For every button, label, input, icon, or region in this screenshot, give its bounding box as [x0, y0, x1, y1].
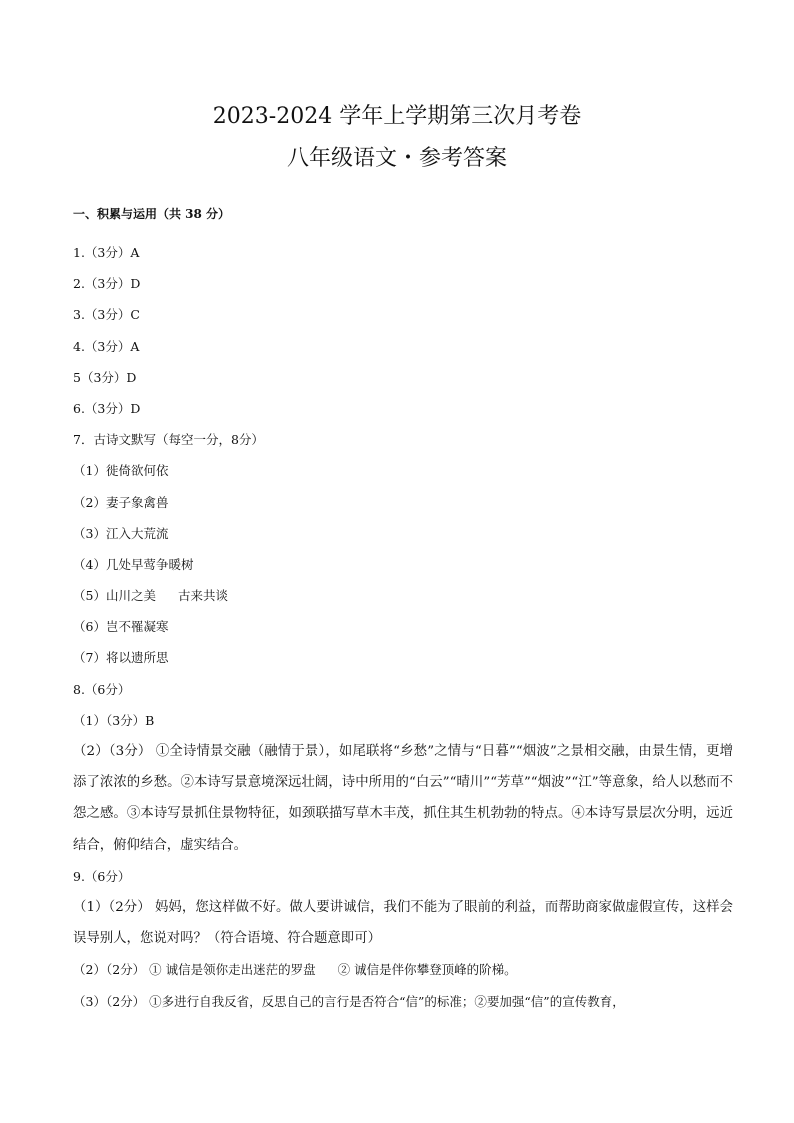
answer-5: 5（3分）D	[73, 369, 137, 385]
answer-7-1: （1）徙倚欲何依	[73, 463, 169, 479]
section-heading: 一、积累与运用（共 38 分）	[73, 207, 231, 221]
answer-list	[73, 237, 733, 1017]
answer-9-1: （1）（2分） 妈妈，您这样做不好。做人要讲诚信，我们不能为了眼前的利益，而帮助商家做虚假宣传，这样会误导别人，您说对吗？（符合语境、符合题意即可）	[73, 900, 733, 947]
answer-7-2: （2）妻子象禽兽	[73, 494, 169, 510]
answer-2: 2.（3分）D	[73, 276, 141, 292]
answer-8-heading: 8.（6分）	[73, 681, 131, 697]
answer-7-6: （6）岂不罹凝寒	[73, 619, 169, 635]
answer-3: 3.（3分）C	[73, 307, 140, 323]
answer-7-7: （7）将以遗所思	[73, 650, 169, 666]
answer-8-1: （1）（3分）B	[73, 712, 155, 728]
answer-7-3: （3）江入大荒流	[73, 525, 169, 541]
page-title: 2023-2024 学年上学期第三次月考卷	[212, 104, 582, 129]
answer-4: 4.（3分）A	[73, 338, 140, 354]
answer-9-heading: 9.（6分）	[73, 868, 131, 884]
answer-9-2-part-a: （2）（2分） ① 诚信是领你走出迷茫的罗盘	[73, 962, 316, 978]
answer-9-3: （3）（2分） ①多进行自我反省，反思自己的言行是否符合“信”的标准；②要加强“信”的宣传教育，	[73, 993, 625, 1009]
answer-7-4: （4）几处早莺争暖树	[73, 556, 194, 572]
answer-8-2: （2）（3分） ①全诗情景交融（融情于景），如尾联将“乡愁”之情与“日暮”“烟波”之景相交融，由景生情，更增添了浓浓的乡愁。②本诗写景意境深远壮阔，诗中所用的“白云”“晴川”“芳草”“烟波”“江”等意象，给人以愁而不怨之感。③本诗写景抓住景物特征，如颈联描写草木丰茂，抓住其生机勃勃的特点。④本诗写景层次分明，远近结合，俯仰结合，虚实结合。	[73, 744, 733, 853]
answer-1: 1.（3分）A	[73, 245, 140, 260]
page-subtitle: 八年级语文・参考答案	[286, 146, 507, 171]
answer-9-2-part-b: ② 诚信是伴你攀登顶峰的阶梯。	[337, 962, 517, 978]
answer-7-5-part-b: 古来共谈	[177, 588, 228, 604]
answer-6: 6.（3分）D	[73, 400, 141, 416]
answer-7-heading: 7．古诗文默写（每空一分，8分）	[73, 432, 264, 448]
answer-9-2	[73, 954, 733, 985]
answer-7-5	[73, 580, 733, 611]
answer-7-5-part-a: （5）山川之美	[73, 588, 156, 604]
